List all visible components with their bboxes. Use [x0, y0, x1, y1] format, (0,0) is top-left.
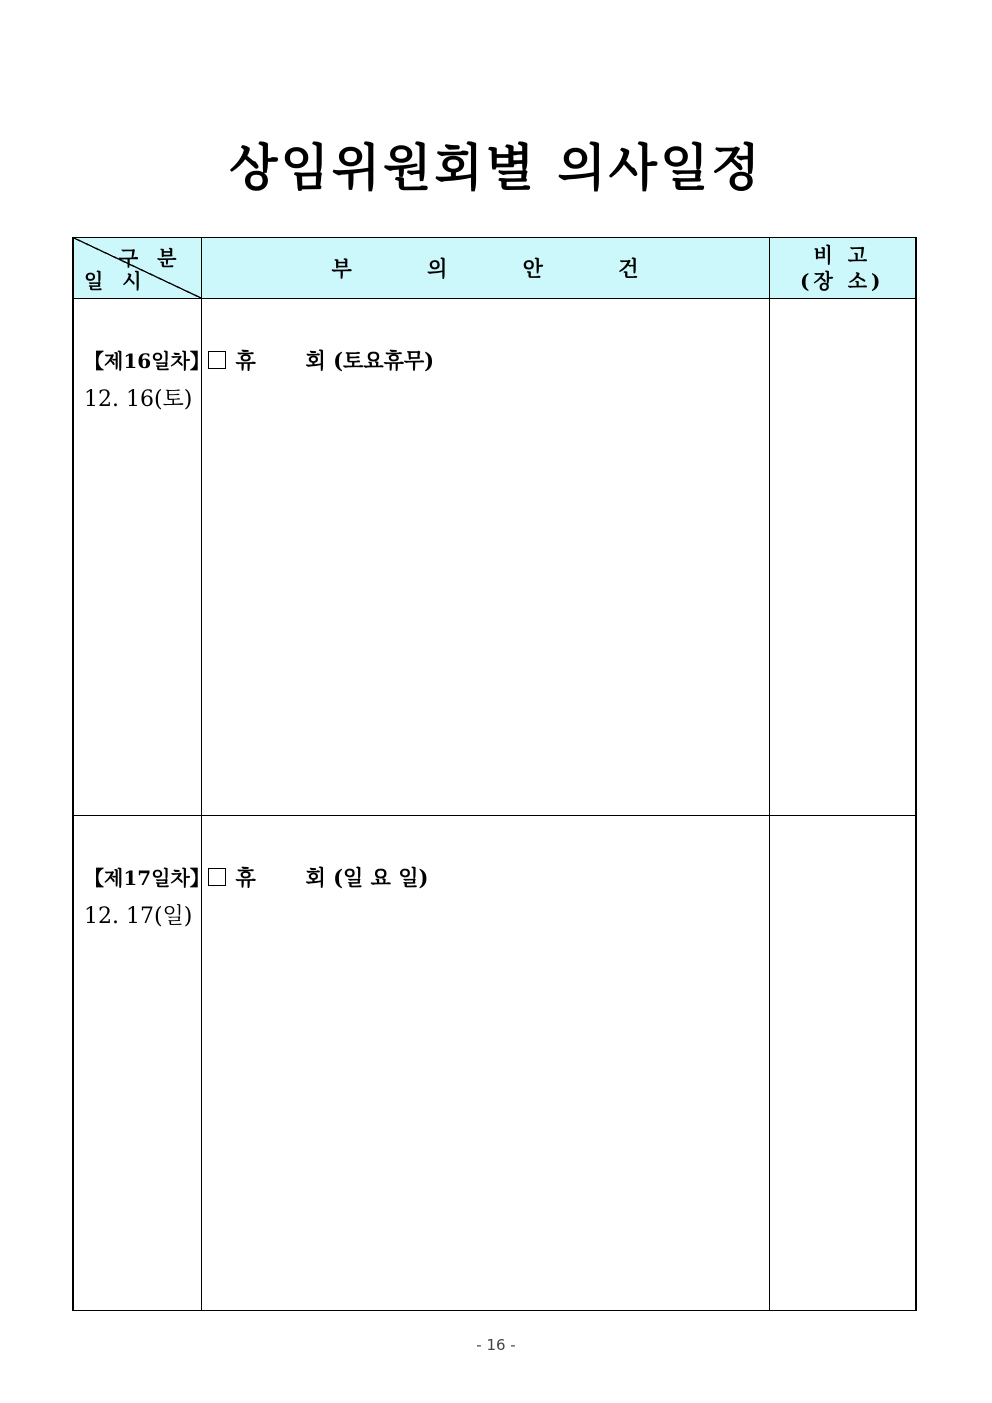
agenda-cell [201, 299, 769, 816]
header-note-line1: 비 고 [813, 243, 872, 267]
header-agenda-cell [201, 238, 769, 299]
table-header-row [73, 238, 916, 299]
date-cell [73, 299, 210, 816]
checkbox-square-icon [208, 868, 226, 886]
header-agenda-char: 건 [618, 256, 639, 281]
day-date: 12. 17(일) [84, 904, 193, 929]
header-note-line2: (장 소) [799, 269, 885, 293]
note-cell [769, 299, 916, 816]
note-cell [769, 816, 916, 1311]
schedule-table [72, 237, 917, 1311]
header-datetime-label: 일 시 [84, 269, 148, 293]
agenda-item [202, 862, 769, 892]
table-row [73, 299, 916, 816]
header-agenda-char: 부 [331, 256, 352, 281]
header-corner-cell [73, 238, 201, 299]
page-number: - 16 - [476, 1336, 516, 1354]
header-agenda-label [202, 238, 769, 298]
agenda-word: 휴 [235, 348, 256, 373]
day-label: 【제16일차】 [84, 349, 210, 373]
agenda-text: 회 (토요휴무) [305, 348, 435, 373]
page-title: 상임위원회별 의사일정 [229, 138, 763, 197]
table-row [73, 816, 916, 1311]
day-date: 12. 16(토) [84, 387, 193, 412]
agenda-cell [201, 816, 769, 1311]
checkbox-square-icon [208, 351, 226, 369]
header-category-label: 구 분 [118, 246, 183, 270]
date-cell [73, 816, 210, 1311]
diagonal-header [74, 238, 201, 298]
header-agenda-char: 의 [427, 256, 448, 281]
agenda-text: 회 (일 요 일) [305, 865, 429, 890]
agenda-word: 휴 [235, 865, 256, 890]
header-agenda-char: 안 [522, 256, 543, 281]
header-note-cell [769, 238, 916, 299]
header-note-label [770, 238, 916, 294]
agenda-item [202, 345, 769, 375]
day-label: 【제17일차】 [84, 866, 210, 890]
